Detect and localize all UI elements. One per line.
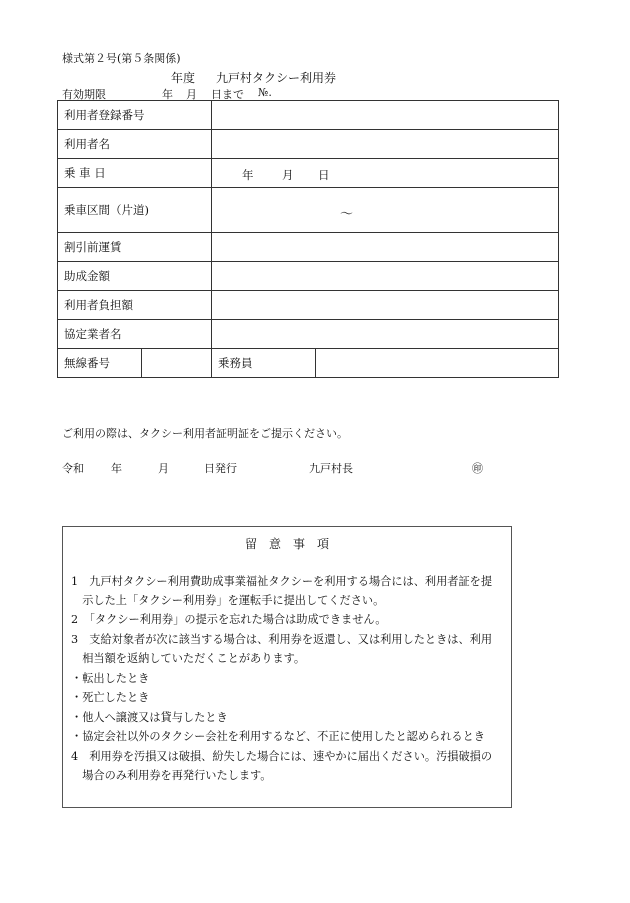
company-value[interactable] [212,320,559,349]
note-line: ・協定会社以外のタクシー会社を利用するなど、不正に使用したと認められるとき [71,730,485,743]
number-mark: №. [258,86,272,99]
subsidy-value[interactable] [212,262,559,291]
driver-label: 乗務員 [212,349,316,378]
issue-year: 年 [111,462,122,475]
notes-box [62,526,512,808]
fare-before-label: 割引前運賃 [58,233,212,262]
driver-value[interactable] [316,349,559,378]
validity-month: 月 [186,88,197,101]
issue-era: 令和 [62,462,84,475]
fare-before-value[interactable] [212,233,559,262]
notes-title: 留 意 事 項 [244,537,329,551]
note-line: 場合のみ利用券を再発行いたします。 [71,769,272,782]
user-burden-value[interactable] [212,291,559,320]
note-line: 示した上「タクシー利用券」を運転手に提出してください。 [71,594,385,607]
issue-day: 日発行 [204,462,237,475]
validity-day-until: 日まで [211,88,244,101]
note-line: 4 利用券を汚損又は破損、紛失した場合には、速やかに届出ください。汚損破損の [71,750,493,763]
user-name-label: 利用者名 [58,130,212,159]
issuer-name: 九戸村長 [309,462,353,475]
radio-number-value[interactable] [142,349,212,378]
user-burden-label: 利用者負担額 [58,291,212,320]
issue-month: 月 [158,462,169,475]
validity-year: 年 [162,88,173,101]
note-line: 相当額を返納していただくことがあります。 [71,652,306,665]
note-line: ・他人へ譲渡又は貸与したとき [71,711,228,724]
subsidy-label: 助成金額 [58,262,212,291]
radio-number-label: 無線番号 [58,349,142,378]
ride-date-label: 乗 車 日 [58,159,212,188]
note-line: 3 支給対象者が次に該当する場合は、利用券を返還し、又は利用したときは、利用 [71,633,493,646]
form-number: 様式第２号(第５条関係) [62,52,181,65]
note-line: 1 九戸村タクシー利用費助成事業福祉タクシーを利用する場合には、利用者証を提 [71,575,493,588]
title-year: 年度 [171,71,196,85]
registration-value[interactable] [212,101,559,130]
note-line: 2 「タクシー利用券」の提示を忘れた場合は助成できません。 [71,613,387,626]
ride-date-month: 月 [282,168,294,182]
ride-date-value[interactable] [212,159,559,188]
route-tilde: ～ [340,207,354,222]
company-label: 協定業者名 [58,320,212,349]
user-name-value[interactable] [212,130,559,159]
instruction-text: ご利用の際は、タクシー利用者証明証をご提示ください。 [62,427,348,440]
note-line: ・転出したとき [71,672,150,685]
ride-date-year: 年 [242,168,254,182]
validity-label: 有効期限 [62,88,106,101]
route-value[interactable] [212,188,559,233]
route-label: 乗車区間（片道) [58,188,212,233]
ride-date-day: 日 [318,168,330,182]
note-line: ・死亡したとき [71,691,150,704]
page-title: 九戸村タクシー利用券 [216,71,337,85]
registration-label: 利用者登録番号 [58,101,212,130]
ticket-form-table [57,100,558,378]
seal-mark: ㊞ [472,462,483,475]
